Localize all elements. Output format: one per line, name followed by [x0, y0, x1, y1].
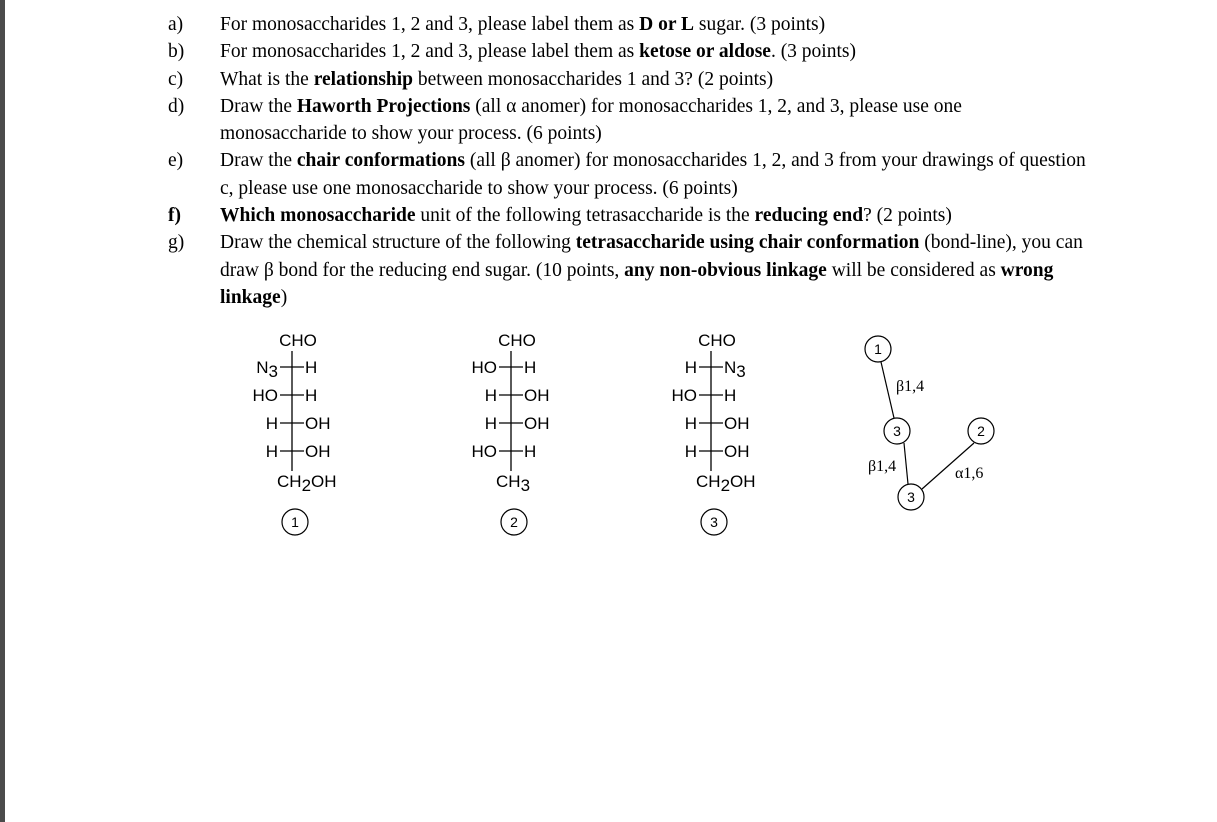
question-fragment: will be considered as	[826, 259, 1001, 281]
fischer-left-substituent: N3	[256, 358, 278, 381]
question-label: f)	[168, 205, 181, 227]
fischer-right-substituent: H	[524, 442, 537, 461]
fischer-left-substituent: HO	[671, 386, 697, 405]
fischer-right-substituent: OH	[524, 386, 550, 405]
question-fragment: What is the	[220, 68, 314, 90]
monosaccharide-number-label: 1	[291, 514, 299, 530]
fischer-left-substituent: H	[684, 442, 697, 461]
question-fragment: Draw the	[220, 150, 297, 172]
fischer-right-substituent: OH	[724, 442, 750, 461]
fischer-left-substituent: HO	[471, 358, 497, 377]
question-fragment: Draw the chemical structure of the following	[220, 232, 576, 254]
question-emphasis: tetrasaccharide using chair conformation	[575, 232, 920, 254]
linkage-label: β1,4	[868, 458, 897, 475]
question-emphasis: chair conformations	[296, 150, 465, 172]
fischer-right-substituent: OH	[724, 414, 750, 433]
fischer-top-group: CHO	[698, 331, 736, 350]
fischer-right-substituent: OH	[305, 414, 331, 433]
linkage-label: α1,6	[955, 465, 984, 482]
question-emphasis: relationship	[313, 68, 414, 90]
fischer-left-substituent: HO	[252, 386, 278, 405]
question-fragment: (all α anomer) for monosaccharides 1, 2, and 3, please use one monosaccharide to show your process. (6 points)	[220, 95, 962, 145]
monosaccharide-number-label: 2	[510, 514, 518, 530]
fischer-bottom-group: CH2OH	[277, 472, 337, 495]
fischer-right-substituent: H	[524, 358, 537, 377]
glycosidic-bond	[881, 362, 894, 418]
question-fragment: unit of the following tetrasaccharide is the	[415, 205, 755, 227]
question-fragment: (bond-line), you can draw β bond for the reducing end sugar. (10 points,	[220, 232, 1083, 281]
tetrasaccharide-unit-label: 3	[893, 423, 901, 439]
fischer-left-substituent: H	[684, 358, 697, 377]
question-emphasis: Haworth Projections	[296, 95, 471, 117]
question-emphasis: ketose or aldose	[639, 41, 771, 63]
fischer-left-substituent: H	[265, 414, 278, 433]
fischer-right-substituent: N3	[724, 358, 746, 381]
fischer-bottom-group: CH3	[496, 472, 531, 495]
question-fragment: . (3 points)	[770, 41, 856, 63]
question-label: c)	[168, 68, 184, 90]
question-fragment: (all β anomer) for monosaccharides 1, 2, and 3 from your drawings of question c, please use one monosaccharide to show your process. (6 points)	[220, 150, 1086, 199]
fischer-right-substituent: OH	[305, 442, 331, 461]
question-fragment: For monosaccharides 1, 2 and 3, please label them as	[220, 41, 640, 63]
fischer-top-group: CHO	[498, 331, 536, 350]
question-emphasis: any non-obvious linkage	[624, 259, 827, 281]
question-fragment: For monosaccharides 1, 2 and 3, please label them as	[220, 14, 640, 35]
question-label: e)	[168, 150, 184, 172]
tetrasaccharide-unit-label: 2	[977, 423, 985, 439]
tetrasaccharide-unit-label: 1	[874, 341, 882, 357]
question-label: g)	[168, 232, 185, 254]
fischer-left-substituent: H	[684, 414, 697, 433]
question-emphasis: D or L	[639, 14, 695, 35]
fischer-left-substituent: H	[265, 442, 278, 461]
question-emphasis: Which monosaccharide	[220, 205, 416, 227]
question-label: a)	[168, 14, 184, 35]
fischer-left-substituent: H	[484, 386, 497, 405]
fischer-right-substituent: OH	[524, 414, 550, 433]
fischer-right-substituent: H	[305, 358, 318, 377]
question-fragment: Draw the	[220, 95, 297, 117]
fischer-bottom-group: CH2OH	[696, 472, 756, 495]
fischer-right-substituent: H	[724, 386, 737, 405]
linkage-label: β1,4	[896, 378, 925, 395]
fischer-left-substituent: H	[484, 414, 497, 433]
question-fragment: )	[280, 286, 288, 308]
fischer-left-substituent: HO	[471, 442, 497, 461]
monosaccharide-number-label: 3	[710, 514, 718, 530]
glycosidic-bond	[904, 443, 908, 484]
question-emphasis: reducing end	[754, 205, 864, 227]
question-fragment: between monosaccharides 1 and 3? (2 points)	[413, 68, 774, 90]
fischer-right-substituent: H	[305, 386, 318, 405]
fischer-top-group: CHO	[279, 331, 317, 350]
question-fragment: sugar. (3 points)	[694, 14, 826, 35]
question-label: b)	[168, 41, 185, 63]
tetrasaccharide-unit-label: 3	[907, 489, 915, 505]
question-label: d)	[168, 95, 185, 117]
question-emphasis: wrong linkage	[220, 259, 1054, 308]
question-fragment: ? (2 points)	[863, 205, 952, 227]
